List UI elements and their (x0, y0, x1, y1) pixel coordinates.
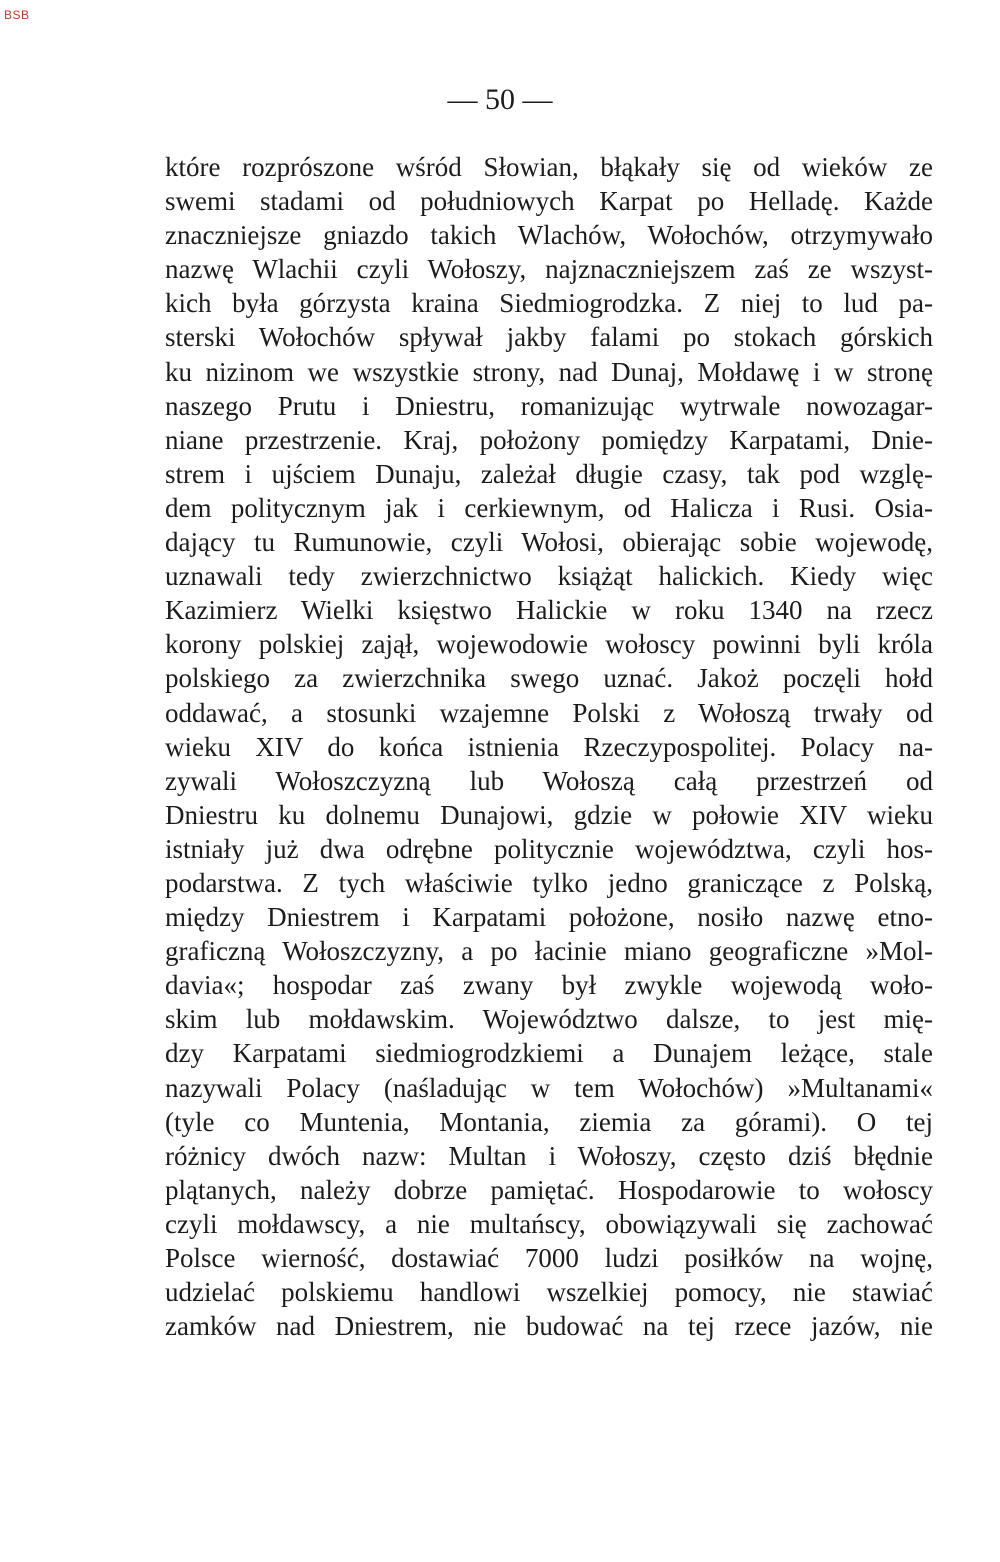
text-line: które rozprószone wśród Słowian, błąkały się od wieków ze (165, 152, 933, 182)
text-line: plątanych, należy dobrze pamiętać. Hospodarowie to wołoscy (165, 1174, 933, 1205)
text-line: naszego Prutu i Dniestru, romanizując wytrwale nowozagar- (165, 390, 933, 421)
text-line: różnicy dwóch nazw: Multan i Wołoszy, często dziś błędnie (165, 1140, 933, 1171)
text-line: oddawać, a stosunki wzajemne Polski z Wołoszą trwały od (165, 697, 933, 728)
text-line: między Dniestrem i Karpatami położone, nosiło nazwę etno- (165, 902, 933, 933)
text-line: uznawali tedy zwierzchnictwo książąt halickich. Kiedy więc (165, 561, 933, 592)
text-line: davia«; hospodar zaś zwany był zwykle wojewodą woło- (165, 970, 933, 1001)
text-line: strem i ujściem Dunaju, zależał długie czasy, tak pod wzglę- (165, 458, 933, 489)
text-line: Kazimierz Wielki księstwo Halickie w roku 1340 na rzecz (165, 595, 933, 626)
text-line: czyli mołdawscy, a nie multańscy, obowiązywali się zachować (165, 1208, 933, 1239)
text-line: polskiego za zwierzchnika swego uznać. Jakoż poczęli hołd (165, 663, 933, 694)
text-line: dzy Karpatami siedmiogrodzkiemi a Dunajem leżące, stale (165, 1038, 933, 1069)
text-line: dający tu Rumunowie, czyli Wołosi, obierając sobie wojewodę, (165, 527, 933, 558)
text-line: zywali Wołoszczyzną lub Wołoszą całą przestrzeń od (165, 765, 933, 796)
text-line: nazwę Wlachii czyli Wołoszy, najznaczniejszem zaś ze wszyst- (165, 254, 933, 285)
library-stamp: BSB (4, 8, 30, 22)
page-number: — 50 — (447, 83, 553, 116)
text-line: istniały już dwa odrębne politycznie województwa, czyli hos- (165, 833, 933, 864)
text-line: kich była górzysta kraina Siedmiogrodzka. Z niej to lud pa- (165, 288, 933, 319)
text-line: zamków nad Dniestrem, nie budować na tej rzece jazów, nie (165, 1311, 933, 1342)
text-line: niane przestrzenie. Kraj, położony pomiędzy Karpatami, Dnie- (165, 424, 933, 455)
text-line: nazywali Polacy (naśladując w tem Wołochów) »Multanami« (165, 1072, 933, 1103)
body-text (165, 150, 933, 1343)
text-line: dem politycznym jak i cerkiewnym, od Halicza i Rusi. Osia- (165, 492, 933, 523)
text-line: ku nizinom we wszystkie strony, nad Dunaj, Mołdawę i w stronę (165, 356, 933, 387)
text-line: (tyle co Muntenia, Montania, ziemia za górami). O tej (165, 1106, 933, 1137)
text-line: Dniestru ku dolnemu Dunajowi, gdzie w połowie XIV wieku (165, 799, 933, 830)
text-line: skim lub mołdawskim. Województwo dalsze, to jest mię- (165, 1004, 933, 1035)
text-line: udzielać polskiemu handlowi wszelkiej pomocy, nie stawiać (165, 1277, 933, 1308)
text-line: sterski Wołochów spływał jakby falami po stokach górskich (165, 322, 933, 353)
text-line: swemi stadami od południowych Karpat po Helladę. Każde (165, 186, 933, 217)
text-line: znaczniejsze gniazdo takich Wlachów, Wołochów, otrzymywało (165, 220, 933, 251)
text-line: podarstwa. Z tych właściwie tylko jedno graniczące z Polską, (165, 867, 933, 898)
text-line: Polsce wierność, dostawiać 7000 ludzi posiłków na wojnę, (165, 1243, 933, 1273)
text-line: korony polskiej zajął, wojewodowie wołoscy powinni byli króla (165, 629, 933, 660)
text-line: graficzną Wołoszczyzny, a po łacinie miano geograficzne »Mol- (165, 936, 933, 967)
text-line: wieku XIV do końca istnienia Rzeczypospolitej. Polacy na- (165, 731, 933, 762)
